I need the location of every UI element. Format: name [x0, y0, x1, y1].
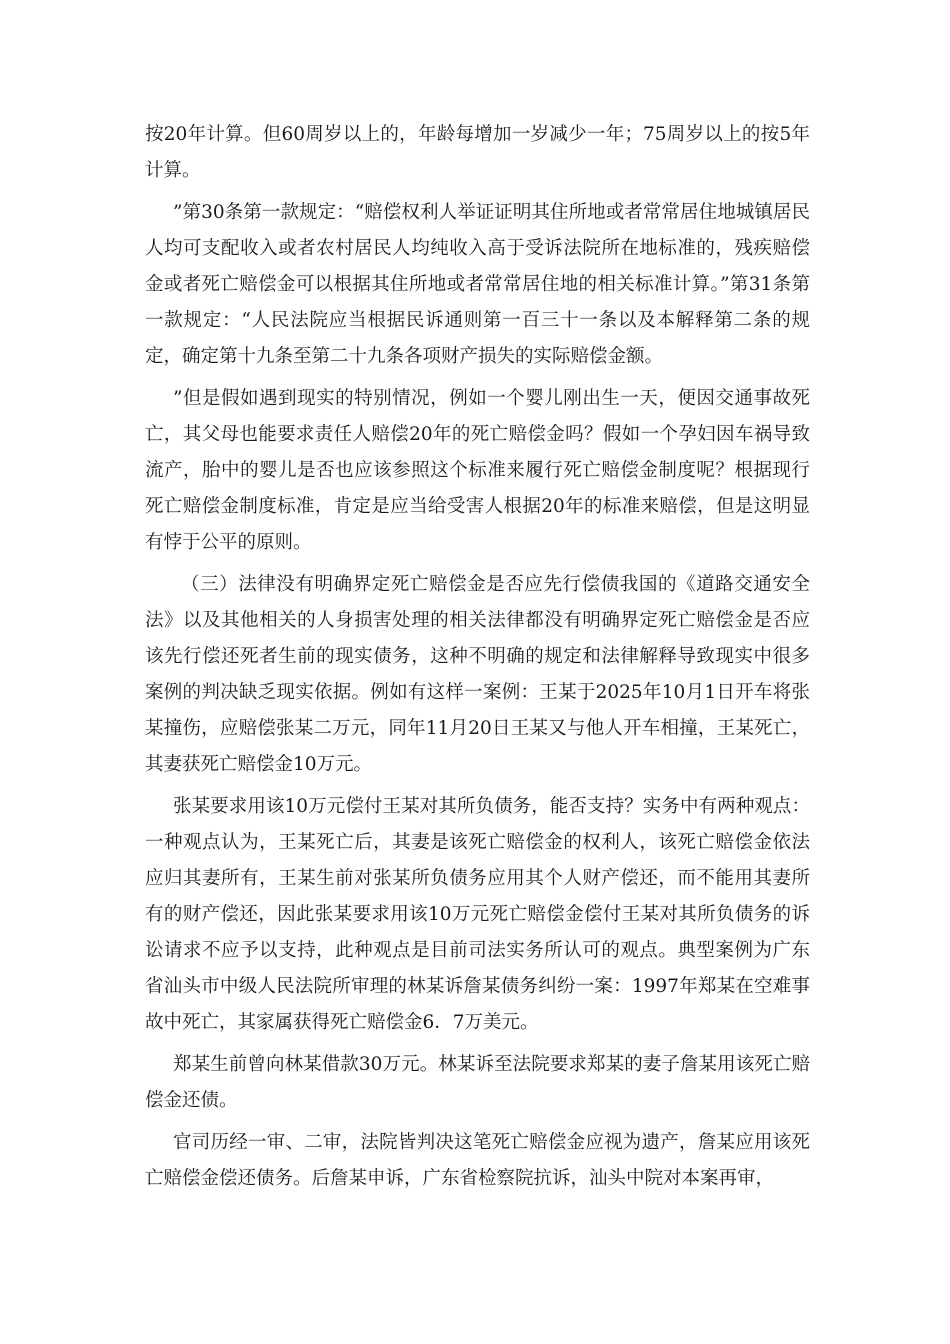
paragraph-7: 官司历经一审、二审，法院皆判决这笔死亡赔偿金应视为遗产，詹某应用该死亡赔偿金偿还债务。后詹某申诉，广东省检察院抗诉，汕头中院对本案再审，	[145, 1132, 810, 1189]
paragraph-1: 按20年计算。但60周岁以上的，年龄每增加一岁减少一年；75周岁以上的按5年计算。	[145, 124, 810, 181]
document-body	[145, 117, 810, 1203]
paragraph-2: ”第30条第一款规定：“赔偿权利人举证证明其住所地或者常常居住地城镇居民人均可支配收入或者农村居民人均纯收入高于受诉法院所在地标准的，残疾赔偿金或者死亡赔偿金可以根据其住所地或者常常居住地的相关标准计算。”第31条第一款规定：“人民法院应当根据民诉通则第一百三十一条以及本解释第二条的规定，确定第十九条至第二十九条各项财产损失的实际赔偿金额。	[145, 202, 810, 367]
paragraph-3: ”但是假如遇到现实的特别情况，例如一个婴儿刚出生一天，便因交通事故死亡，其父母也能要求责任人赔偿20年的死亡赔偿金吗？假如一个孕妇因车祸导致流产，胎中的婴儿是否也应该参照这个标准来履行死亡赔偿金制度呢？根据现行死亡赔偿金制度标准，肯定是应当给受害人根据20年的标准来赔偿，但是这明显有悖于公平的原则。	[145, 388, 810, 553]
paragraph-4: （三）法律没有明确界定死亡赔偿金是否应先行偿债我国的《道路交通安全法》以及其他相关的人身损害处理的相关法律都没有明确界定死亡赔偿金是否应该先行偿还死者生前的现实债务，这种不明确的规定和法律解释导致现实中很多案例的判决缺乏现实依据。例如有这样一案例：王某于2025年10月1日开车将张某撞伤，应赔偿张某二万元，同年11月20日王某又与他人开车相撞，王某死亡，其妻获死亡赔偿金10万元。	[145, 574, 810, 775]
paragraph-6: 郑某生前曾向林某借款30万元。林某诉至法院要求郑某的妻子詹某用该死亡赔偿金还债。	[145, 1054, 810, 1111]
paragraph-5: 张某要求用该10万元偿付王某对其所负债务，能否支持？实务中有两种观点：一种观点认为，王某死亡后，其妻是该死亡赔偿金的权利人，该死亡赔偿金依法应归其妻所有，王某生前对张某所负债务应用其个人财产偿还，而不能用其妻所有的财产偿还，因此张某要求用该10万元死亡赔偿金偿付王某对其所负债务的诉讼请求不应予以支持，此种观点是目前司法实务所认可的观点。典型案例为广东省汕头市中级人民法院所审理的林某诉詹某债务纠纷一案：1997年郑某在空难事故中死亡，其家属获得死亡赔偿金6．7万美元。	[145, 796, 810, 1033]
